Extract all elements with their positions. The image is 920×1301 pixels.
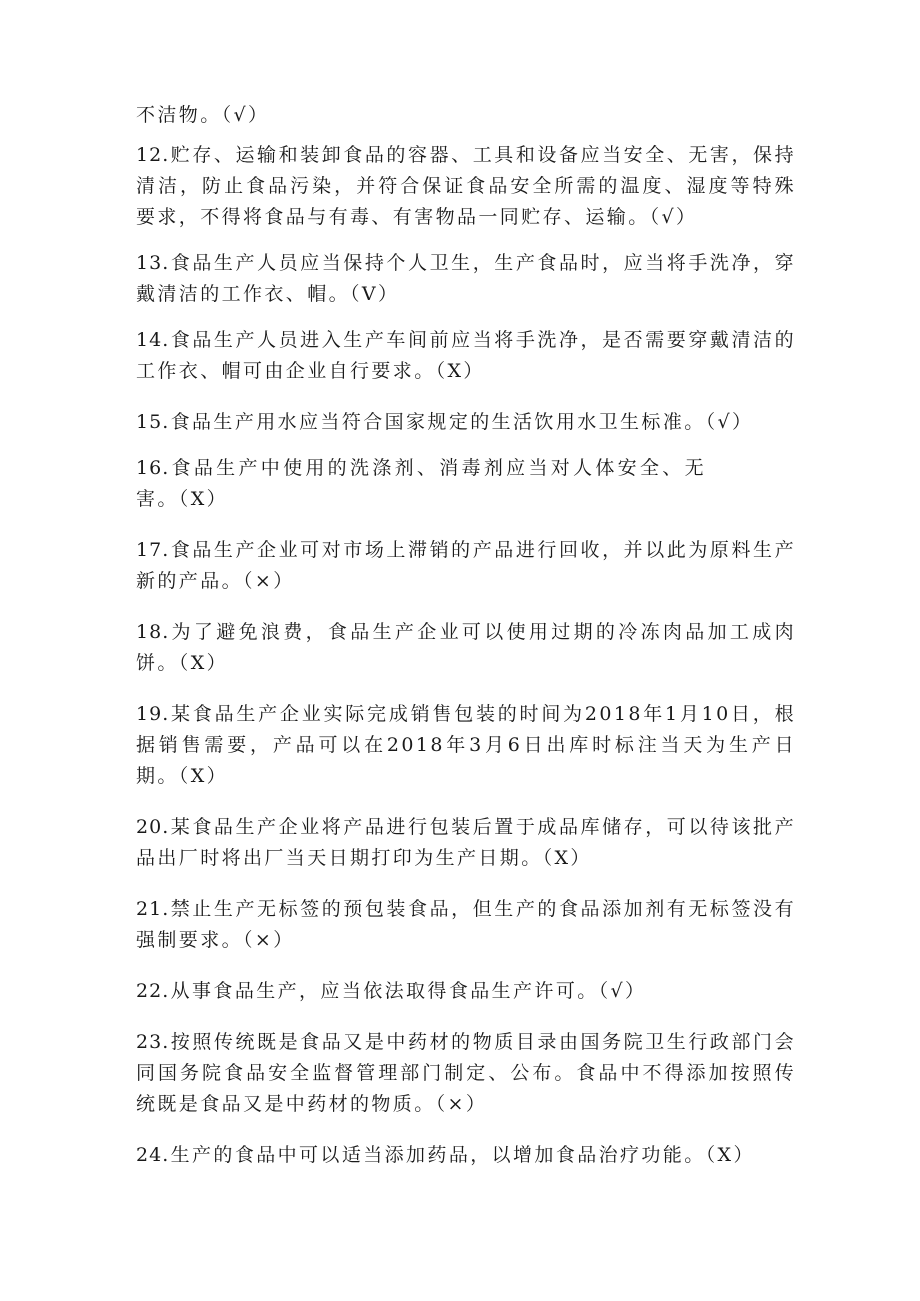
item-text: .按照传统既是食品又是中药材的物质目录由国务院卫生行政部门会同国务院食品安全监督管理部门制定、公布。食品中不得添加按照传统既是食品又是中药材的物质。（×） bbox=[136, 1031, 796, 1115]
item-number: 24 bbox=[136, 1144, 163, 1166]
item-text: .食品生产企业可对市场上滞销的产品进行回收，并以此为原料生产新的产品。（×） bbox=[136, 539, 796, 592]
list-item bbox=[136, 535, 796, 597]
list-item bbox=[136, 1027, 796, 1120]
item-number: 13 bbox=[136, 252, 163, 274]
list-item bbox=[136, 325, 796, 387]
item-text: .某食品生产企业将产品进行包装后置于成品库储存，可以待该批产品出厂时将出厂当天日期打印为生产日期。（X） bbox=[136, 816, 796, 869]
list-item bbox=[136, 100, 796, 131]
item-number: 12 bbox=[136, 144, 163, 166]
item-text: .食品生产人员应当保持个人卫生，生产食品时，应当将手洗净，穿戴清洁的工作衣、帽。（V） bbox=[136, 252, 796, 305]
list-item bbox=[136, 248, 796, 310]
item-number: 19 bbox=[136, 703, 163, 725]
item-text: .生产的食品中可以适当添加药品，以增加食品治疗功能。（X） bbox=[162, 1144, 755, 1166]
item-text: .食品生产中使用的洗涤剂、消毒剂应当对人体安全、无害。（X） bbox=[136, 457, 706, 510]
item-number: 14 bbox=[136, 329, 163, 351]
document-page bbox=[136, 100, 796, 1186]
item-text: .为了避免浪费，食品生产企业可以使用过期的冷冻肉品加工成肉饼。（X） bbox=[136, 621, 796, 674]
item-number: 17 bbox=[136, 539, 163, 561]
list-item bbox=[136, 453, 796, 515]
list-item bbox=[136, 407, 796, 438]
list-item bbox=[136, 617, 796, 679]
item-text: .禁止生产无标签的预包装食品，但生产的食品添加剂有无标签没有强制要求。（×） bbox=[136, 898, 796, 951]
item-number: 20 bbox=[136, 816, 163, 838]
item-text: .食品生产人员进入生产车间前应当将手洗净，是否需要穿戴清洁的工作衣、帽可由企业自行要求。（X） bbox=[136, 329, 796, 382]
item-text: .食品生产用水应当符合国家规定的生活饮用水卫生标准。（√） bbox=[162, 411, 754, 433]
list-item bbox=[136, 894, 796, 956]
item-number: 21 bbox=[136, 898, 163, 920]
item-number: 16 bbox=[136, 457, 163, 479]
item-text: 不洁物。（√） bbox=[136, 104, 270, 126]
item-text: .贮存、运输和装卸食品的容器、工具和设备应当安全、无害，保持清洁，防止食品污染，并符合保证食品安全所需的温度、湿度等特殊要求，不得将食品与有毒、有害物品一同贮存、运输。（√） bbox=[136, 144, 796, 228]
item-number: 18 bbox=[136, 621, 163, 643]
list-item bbox=[136, 1140, 796, 1171]
list-item bbox=[136, 699, 796, 792]
item-number: 22 bbox=[136, 980, 163, 1002]
item-text: .某食品生产企业实际完成销售包装的时间为2018年1月10日，根据销售需要，产品可以在2018年3月6日出库时标注当天为生产日期。（X） bbox=[136, 703, 796, 787]
item-number: 15 bbox=[136, 411, 163, 433]
list-item bbox=[136, 976, 796, 1007]
item-text: .从事食品生产，应当依法取得食品生产许可。（√） bbox=[162, 980, 647, 1002]
list-item bbox=[136, 140, 796, 233]
list-item bbox=[136, 812, 796, 874]
item-number: 23 bbox=[136, 1031, 163, 1053]
